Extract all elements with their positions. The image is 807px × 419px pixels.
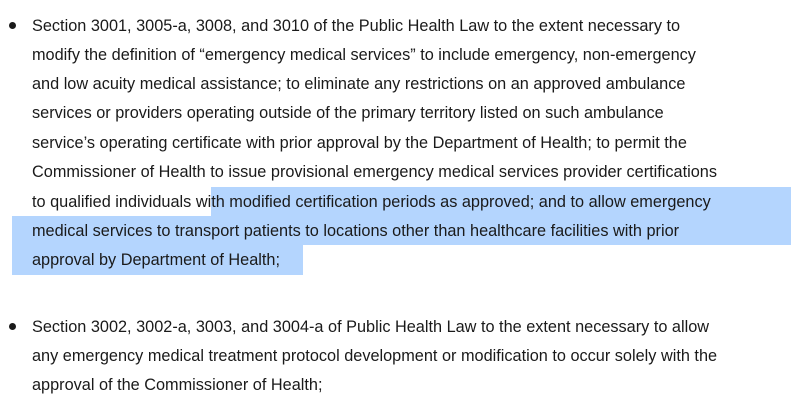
list-item-line: to qualified individuals with modified certification periods as approved; and to allow emergency [32, 193, 711, 211]
list-item-line: modify the definition of “emergency medical services” to include emergency, non-emergency [32, 46, 696, 64]
list-item-line: and low acuity medical assistance; to eliminate any restrictions on an approved ambulance [32, 75, 686, 93]
list-item-line: Section 3002, 3002-a, 3003, and 3004-a of Public Health Law to the extent necessary to allow [32, 318, 710, 336]
list-item-line: approval of the Commissioner of Health; [32, 376, 323, 394]
list-item-line: any emergency medical treatment protocol development or modification to occur solely with the [32, 347, 718, 365]
list-item-line: approval by Department of Health; [32, 251, 280, 269]
list-item-line: medical services to transport patients to locations other than healthcare facilities with prior [32, 222, 680, 240]
list-item-line: services or providers operating outside of the primary territory listed on such ambulance [32, 104, 664, 122]
list-item-line: service’s operating certificate with prior approval by the Department of Health; to permit the [32, 134, 687, 152]
list-bullet [9, 22, 16, 29]
list-item-line: Commissioner of Health to issue provisional emergency medical services provider certifications [32, 163, 717, 181]
list-bullet [9, 323, 16, 330]
list-item-line: Section 3001, 3005-a, 3008, and 3010 of the Public Health Law to the extent necessary to [32, 17, 681, 35]
